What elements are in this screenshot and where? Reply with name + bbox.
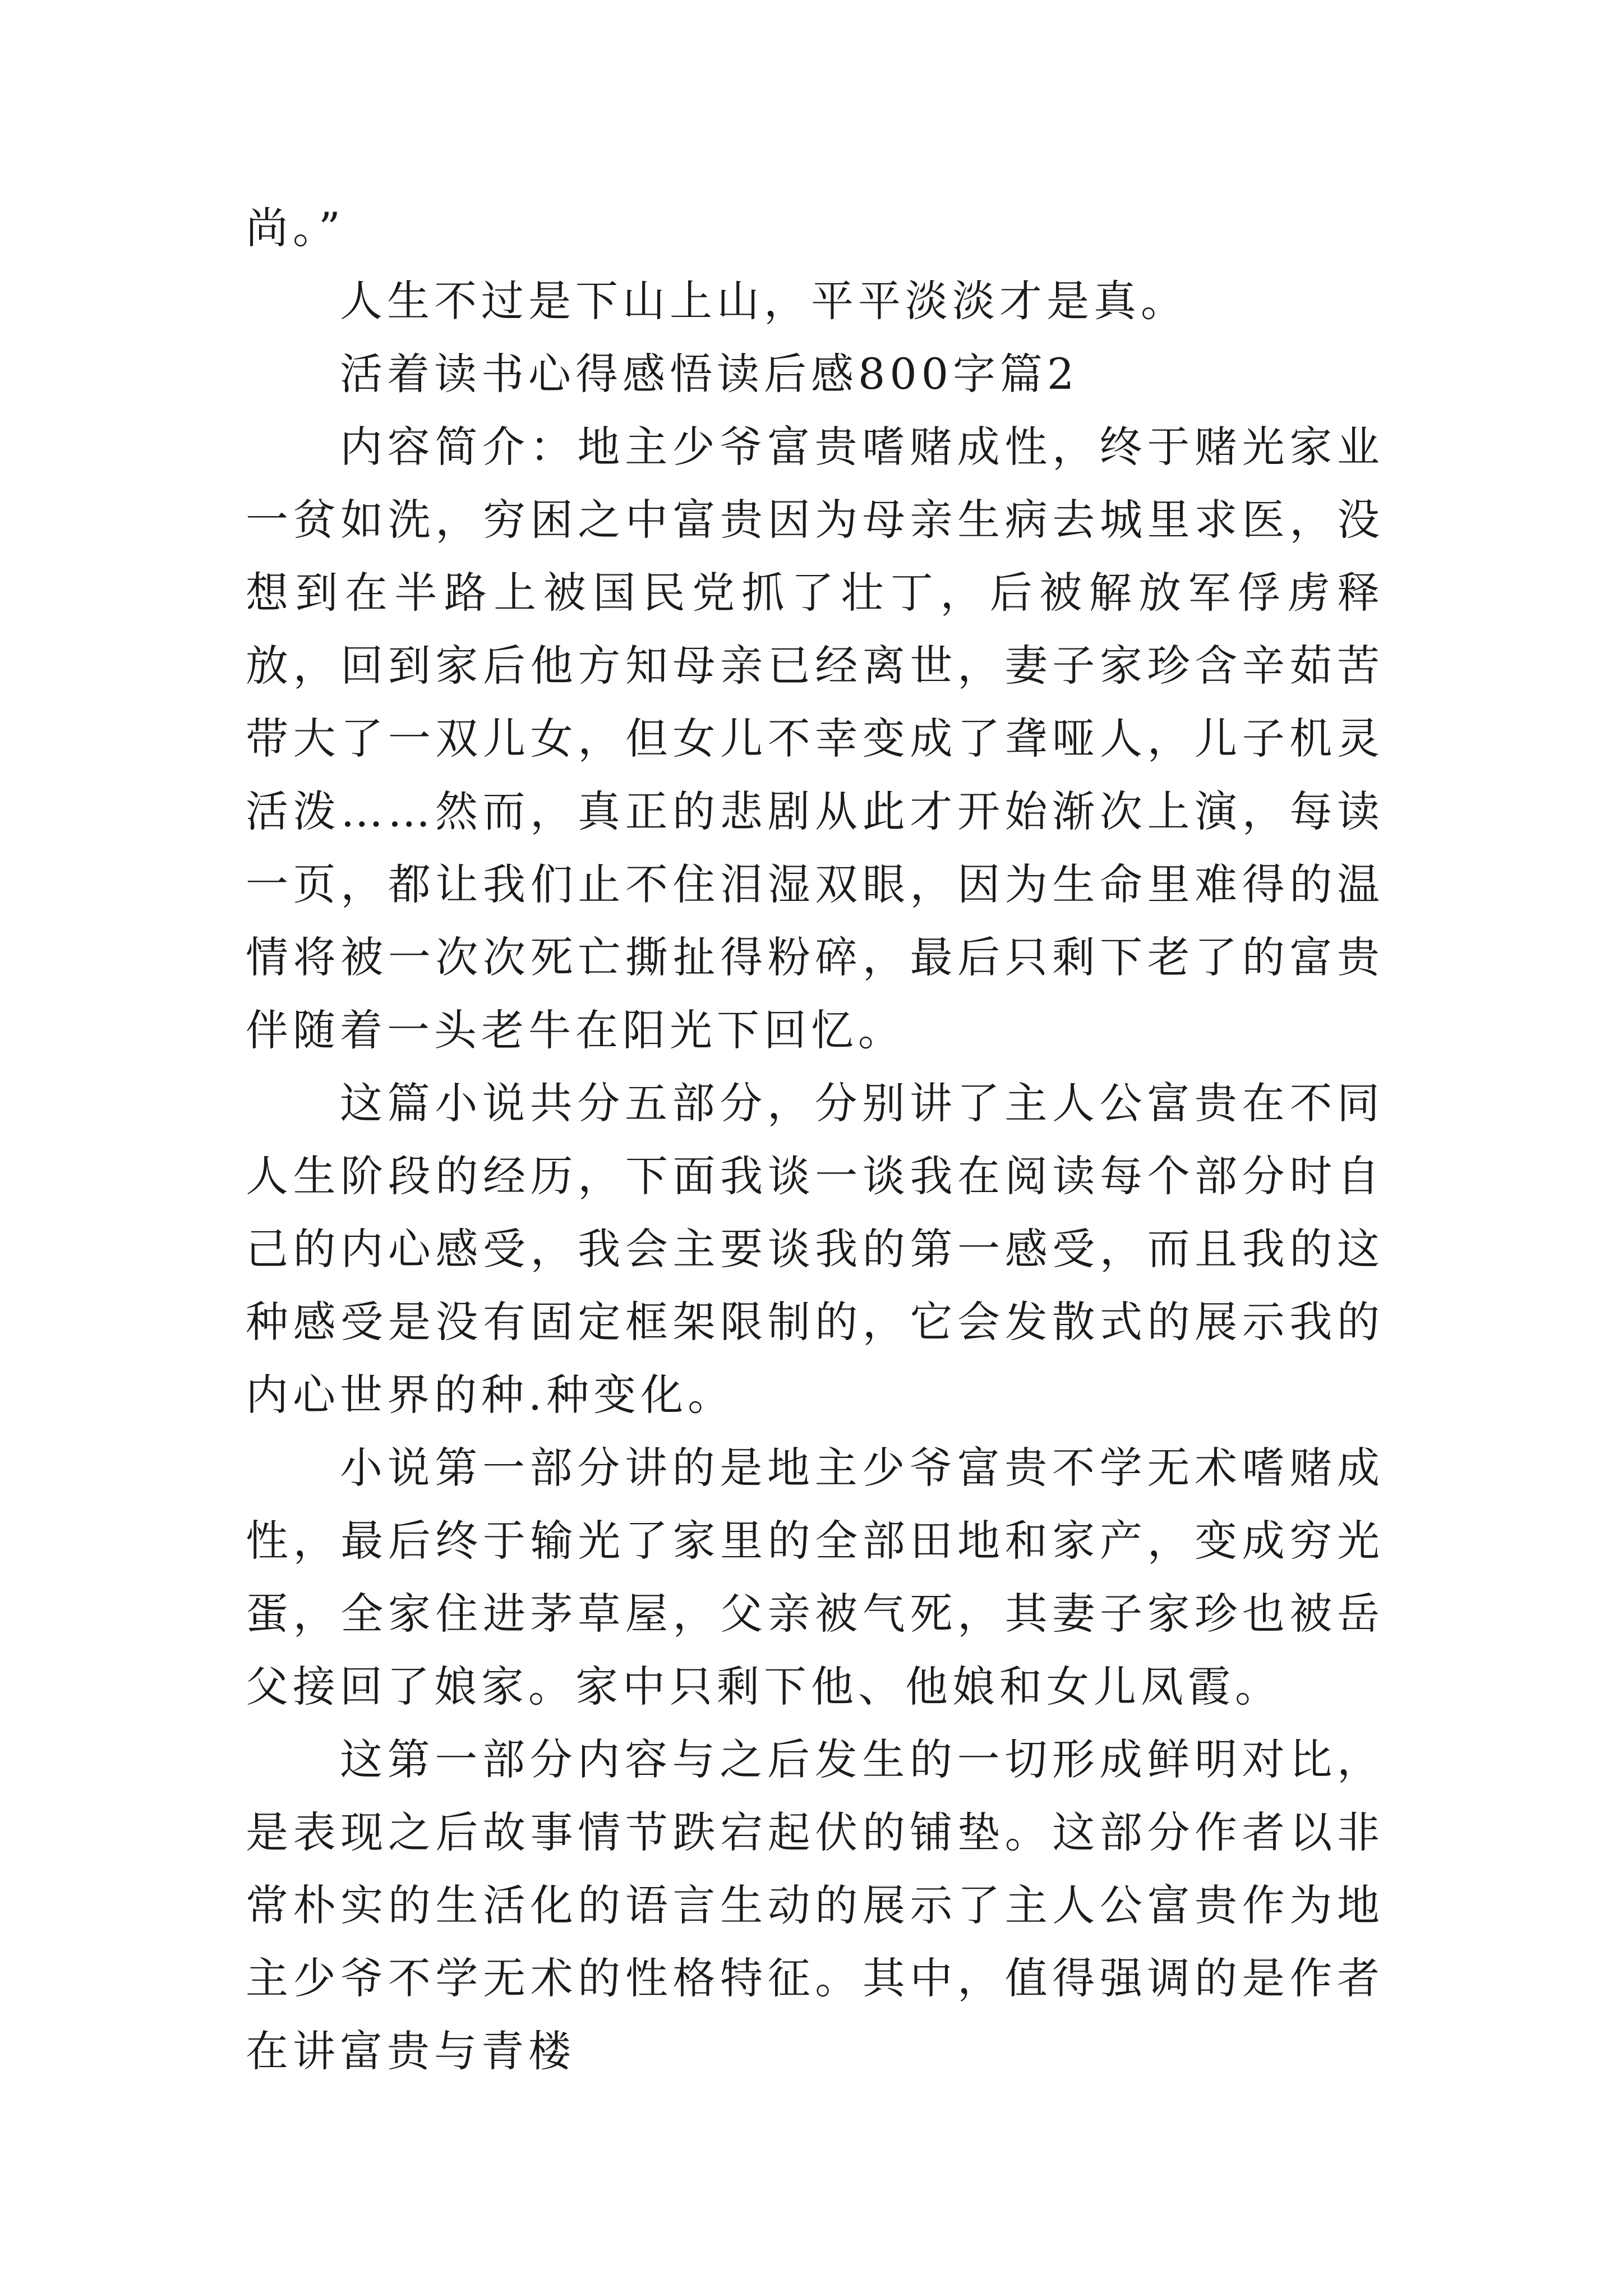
paragraph-contrast: 这第一部分内容与之后发生的一切形成鲜明对比，是表现之后故事情节跌宕起伏的铺垫。这部分作者以非常朴实的生活化的语言生动的展示了主人公富贵作为地主少爷不学无术的性格特征。其中，值得强调的是作者在讲富贵与青楼 bbox=[246, 1734, 1384, 2076]
section-heading: 活着读书心得感悟读后感800字篇2 bbox=[340, 349, 1079, 399]
paragraph-synopsis: 内容简介：地主少爷富贵嗜赌成性，终于赌光家业一贫如洗，穷困之中富贵因为母亲生病去城里求医，没想到在半路上被国民党抓了壮丁，后被解放军俘虏释放，回到家后他方知母亲已经离世，妻子家珍含辛茹苦带大了一双儿女，但女儿不幸变成了聋哑人，儿子机灵活泼……然而，真正的悲剧从此才开始渐次上演，每读一页，都让我们止不住泪湿双眼，因为生命里难得的温情将被一次次死亡撕扯得粉碎，最后只剩下老了的富贵伴随着一头老牛在阳光下回忆。 bbox=[246, 422, 1384, 1055]
paragraph-continuation: 尚。” bbox=[246, 203, 345, 253]
document-body bbox=[246, 192, 1384, 2088]
paragraph-structure: 这篇小说共分五部分，分别讲了主人公富贵在不同人生阶段的经历，下面我谈一谈我在阅读每个部分时自己的内心感受，我会主要谈我的第一感受，而且我的这种感受是没有固定框架限制的，它会发散式的展示我的内心世界的种.种变化。 bbox=[246, 1078, 1384, 1420]
paragraph-part-one: 小说第一部分讲的是地主少爷富贵不学无术嗜赌成性，最后终于输光了家里的全部田地和家产，变成穷光蛋，全家住进茅草屋，父亲被气死，其妻子家珍也被岳父接回了娘家。家中只剩下他、他娘和女儿凤霞。 bbox=[246, 1443, 1384, 1711]
paragraph-quote-line: 人生不过是下山上山，平平淡淡才是真。 bbox=[340, 276, 1188, 326]
